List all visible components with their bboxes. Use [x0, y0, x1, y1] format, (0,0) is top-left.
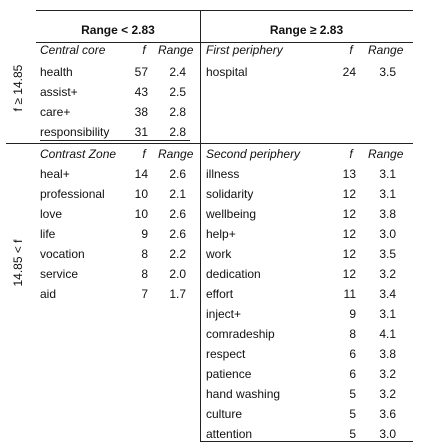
contrast-zone-label: Contrast Zone	[40, 147, 117, 161]
range-high-header: Range ≥ 2.83	[269, 23, 344, 37]
second-periphery-frequency: 12	[342, 247, 356, 261]
second-periphery-term: respect	[206, 347, 246, 361]
second-periphery-term: hand washing	[206, 387, 281, 401]
central-core-range-header: Range	[158, 43, 194, 57]
contrast-zone-range: 2.0	[169, 267, 186, 281]
contrast-zone-term: service	[40, 267, 79, 281]
second-periphery-term: attention	[206, 427, 253, 441]
central-core-term: responsibility	[40, 125, 110, 139]
second-periphery-frequency: 5	[349, 427, 356, 441]
contrast-zone-range: 2.6	[169, 167, 186, 181]
range-low-header: Range < 2.83	[81, 23, 155, 37]
contrast-zone-f-header: f	[142, 147, 146, 161]
contrast-zone-frequency: 10	[134, 207, 148, 221]
second-periphery-frequency: 6	[349, 347, 356, 361]
second-periphery-range: 3.6	[379, 407, 396, 421]
first-periphery-zone-label: First periphery	[206, 43, 283, 57]
contrast-zone-term: love	[40, 207, 63, 221]
second-periphery-frequency: 12	[342, 267, 356, 281]
second-periphery-range: 3.0	[379, 427, 396, 441]
second-periphery-range: 3.2	[379, 367, 396, 381]
second-periphery-range: 3.8	[379, 207, 396, 221]
row-label-high-frequency: f ≥ 14.85	[11, 64, 25, 112]
second-periphery-range: 3.1	[379, 187, 396, 201]
bottom-rule	[200, 441, 413, 442]
second-periphery-range: 3.8	[379, 347, 396, 361]
second-periphery-range: 3.1	[379, 307, 396, 321]
central-core-f-header: f	[142, 43, 146, 57]
second-periphery-term: comradeship	[206, 327, 275, 341]
contrast-zone-frequency: 10	[134, 187, 148, 201]
contrast-zone-term: professional	[40, 187, 105, 201]
central-core-range: 2.8	[169, 125, 186, 139]
central-core-frequency: 43	[134, 85, 148, 99]
contrast-zone-frequency: 8	[141, 267, 148, 281]
second-periphery-range: 3.2	[379, 267, 396, 281]
central-core-zone-label: Central core	[40, 43, 106, 57]
second-periphery-frequency: 11	[343, 287, 356, 301]
first-periphery-frequency: 24	[342, 65, 356, 79]
contrast-zone-term: life	[40, 227, 56, 241]
contrast-zone-frequency: 9	[141, 227, 148, 241]
contrast-zone-frequency: 7	[141, 287, 148, 301]
central-core-term: care+	[40, 105, 71, 119]
contrast-zone-range: 1.7	[169, 287, 186, 301]
second-periphery-term: patience	[206, 367, 252, 381]
first-periphery-f-header: f	[349, 43, 353, 57]
contrast-zone-frequency: 14	[134, 167, 148, 181]
second-periphery-term: effort	[206, 287, 234, 301]
second-periphery-range: 3.1	[379, 167, 396, 181]
second-periphery-term: work	[206, 247, 232, 261]
second-periphery-range: 3.4	[379, 287, 396, 301]
second-periphery-frequency: 12	[342, 227, 356, 241]
central-core-range: 2.5	[169, 85, 186, 99]
contrast-zone-range: 2.6	[169, 227, 186, 241]
second-periphery-frequency: 12	[342, 187, 356, 201]
second-periphery-zone-label: Second periphery	[206, 147, 301, 161]
second-periphery-term: solidarity	[206, 187, 254, 201]
second-periphery-frequency: 12	[342, 207, 356, 221]
first-periphery-term: hospital	[206, 65, 248, 79]
contrast-zone-range: 2.1	[169, 187, 186, 201]
second-periphery-term: help+	[206, 227, 236, 241]
central-core-frequency: 38	[134, 105, 148, 119]
top-rule	[36, 10, 413, 11]
second-periphery-term: inject+	[206, 307, 242, 321]
second-periphery-frequency: 13	[342, 167, 356, 181]
second-periphery-range: 3.2	[379, 387, 396, 401]
second-periphery-frequency: 5	[349, 407, 356, 421]
contrast-zone-range: 2.2	[169, 247, 186, 261]
central-core-range: 2.4	[169, 65, 186, 79]
contrast-zone-term: aid	[40, 287, 57, 301]
contrast-zone-term: heal+	[40, 167, 70, 181]
central-core-range: 2.8	[169, 105, 186, 119]
second-periphery-f-header: f	[349, 147, 353, 161]
central-core-term: assist+	[40, 85, 78, 99]
first-periphery-range: 3.5	[379, 65, 396, 79]
second-periphery-term: illness	[206, 167, 240, 181]
contrast-zone-frequency: 8	[141, 247, 148, 261]
first-periphery-range-header: Range	[368, 43, 404, 57]
second-periphery-range: 3.5	[379, 247, 396, 261]
second-periphery-frequency: 5	[349, 387, 356, 401]
column-divider	[200, 10, 201, 442]
second-periphery-range: 4.1	[379, 327, 396, 341]
central-core-frequency: 31	[134, 125, 148, 139]
row-label-low-frequency: 14.85 < f	[11, 239, 25, 287]
contrast-zone-range-header: Range	[158, 147, 194, 161]
contrast-zone-range: 2.6	[169, 207, 186, 221]
second-periphery-term: dedication	[206, 267, 261, 281]
second-periphery-frequency: 6	[349, 367, 356, 381]
central-core-frequency: 57	[134, 65, 148, 79]
second-periphery-range-header: Range	[368, 147, 404, 161]
central-core-term: health	[40, 65, 73, 79]
second-periphery-term: wellbeing	[206, 207, 257, 221]
second-periphery-frequency: 9	[349, 307, 356, 321]
second-periphery-term: culture	[206, 407, 243, 421]
middle-rule	[6, 143, 413, 144]
central-core-bottom-rule	[40, 140, 190, 141]
contrast-zone-term: vocation	[40, 247, 85, 261]
second-periphery-range: 3.0	[379, 227, 396, 241]
second-periphery-frequency: 8	[349, 327, 356, 341]
